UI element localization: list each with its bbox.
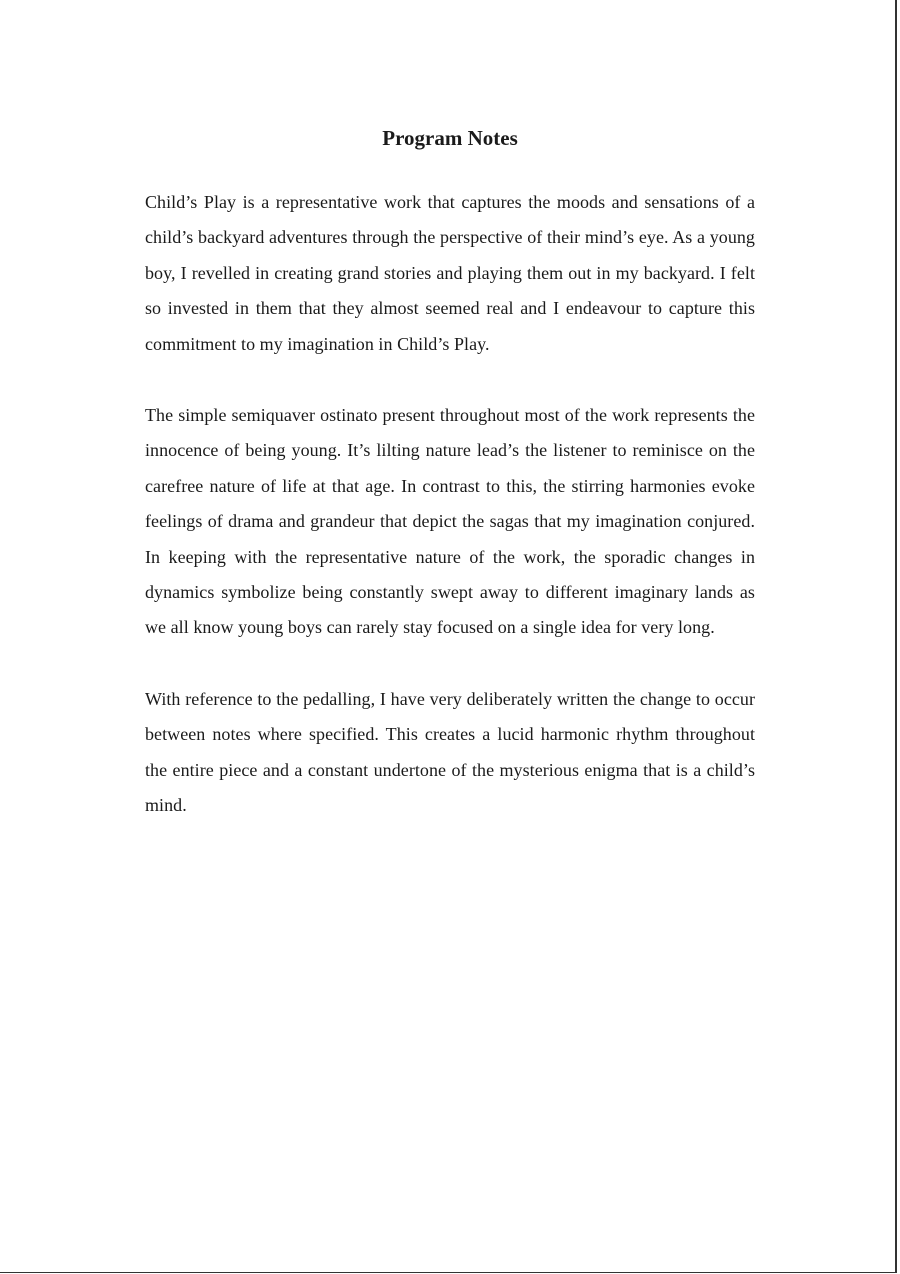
document-body — [145, 118, 755, 860]
paragraph-3: With reference to the pedalling, I have very deliberately written the change to occur between notes where specified. This creates a lucid harmonic rhythm throughout the entire piece and a constant undertone of the mysterious enigma that is a child’s mind. — [145, 688, 755, 816]
paragraph-1: Child’s Play is a representative work that captures the moods and sensations of a child’s backyard adventures through the perspective of their mind’s eye. As a young boy, I revelled in creating grand stories and playing them out in my backyard. I felt so invested in them that they almost seemed real and I endeavour to capture this commitment to my imagination in Child’s Play. — [145, 192, 755, 354]
paragraph-2: The simple semiquaver ostinato present throughout most of the work represents the innocence of being young. It’s lilting nature lead’s the listener to reminisce on the carefree nature of life at that age. In contrast to this, the stirring harmonies evoke feelings of drama and grandeur that depict the sagas that my imagination conjured. In keeping with the representative nature of the work, the sporadic changes in dynamics symbolize being constantly swept away to different imaginary lands as we all know young boys can rarely stay focused on a single idea for very long. — [145, 405, 755, 638]
page-title: Program Notes — [382, 126, 518, 150]
